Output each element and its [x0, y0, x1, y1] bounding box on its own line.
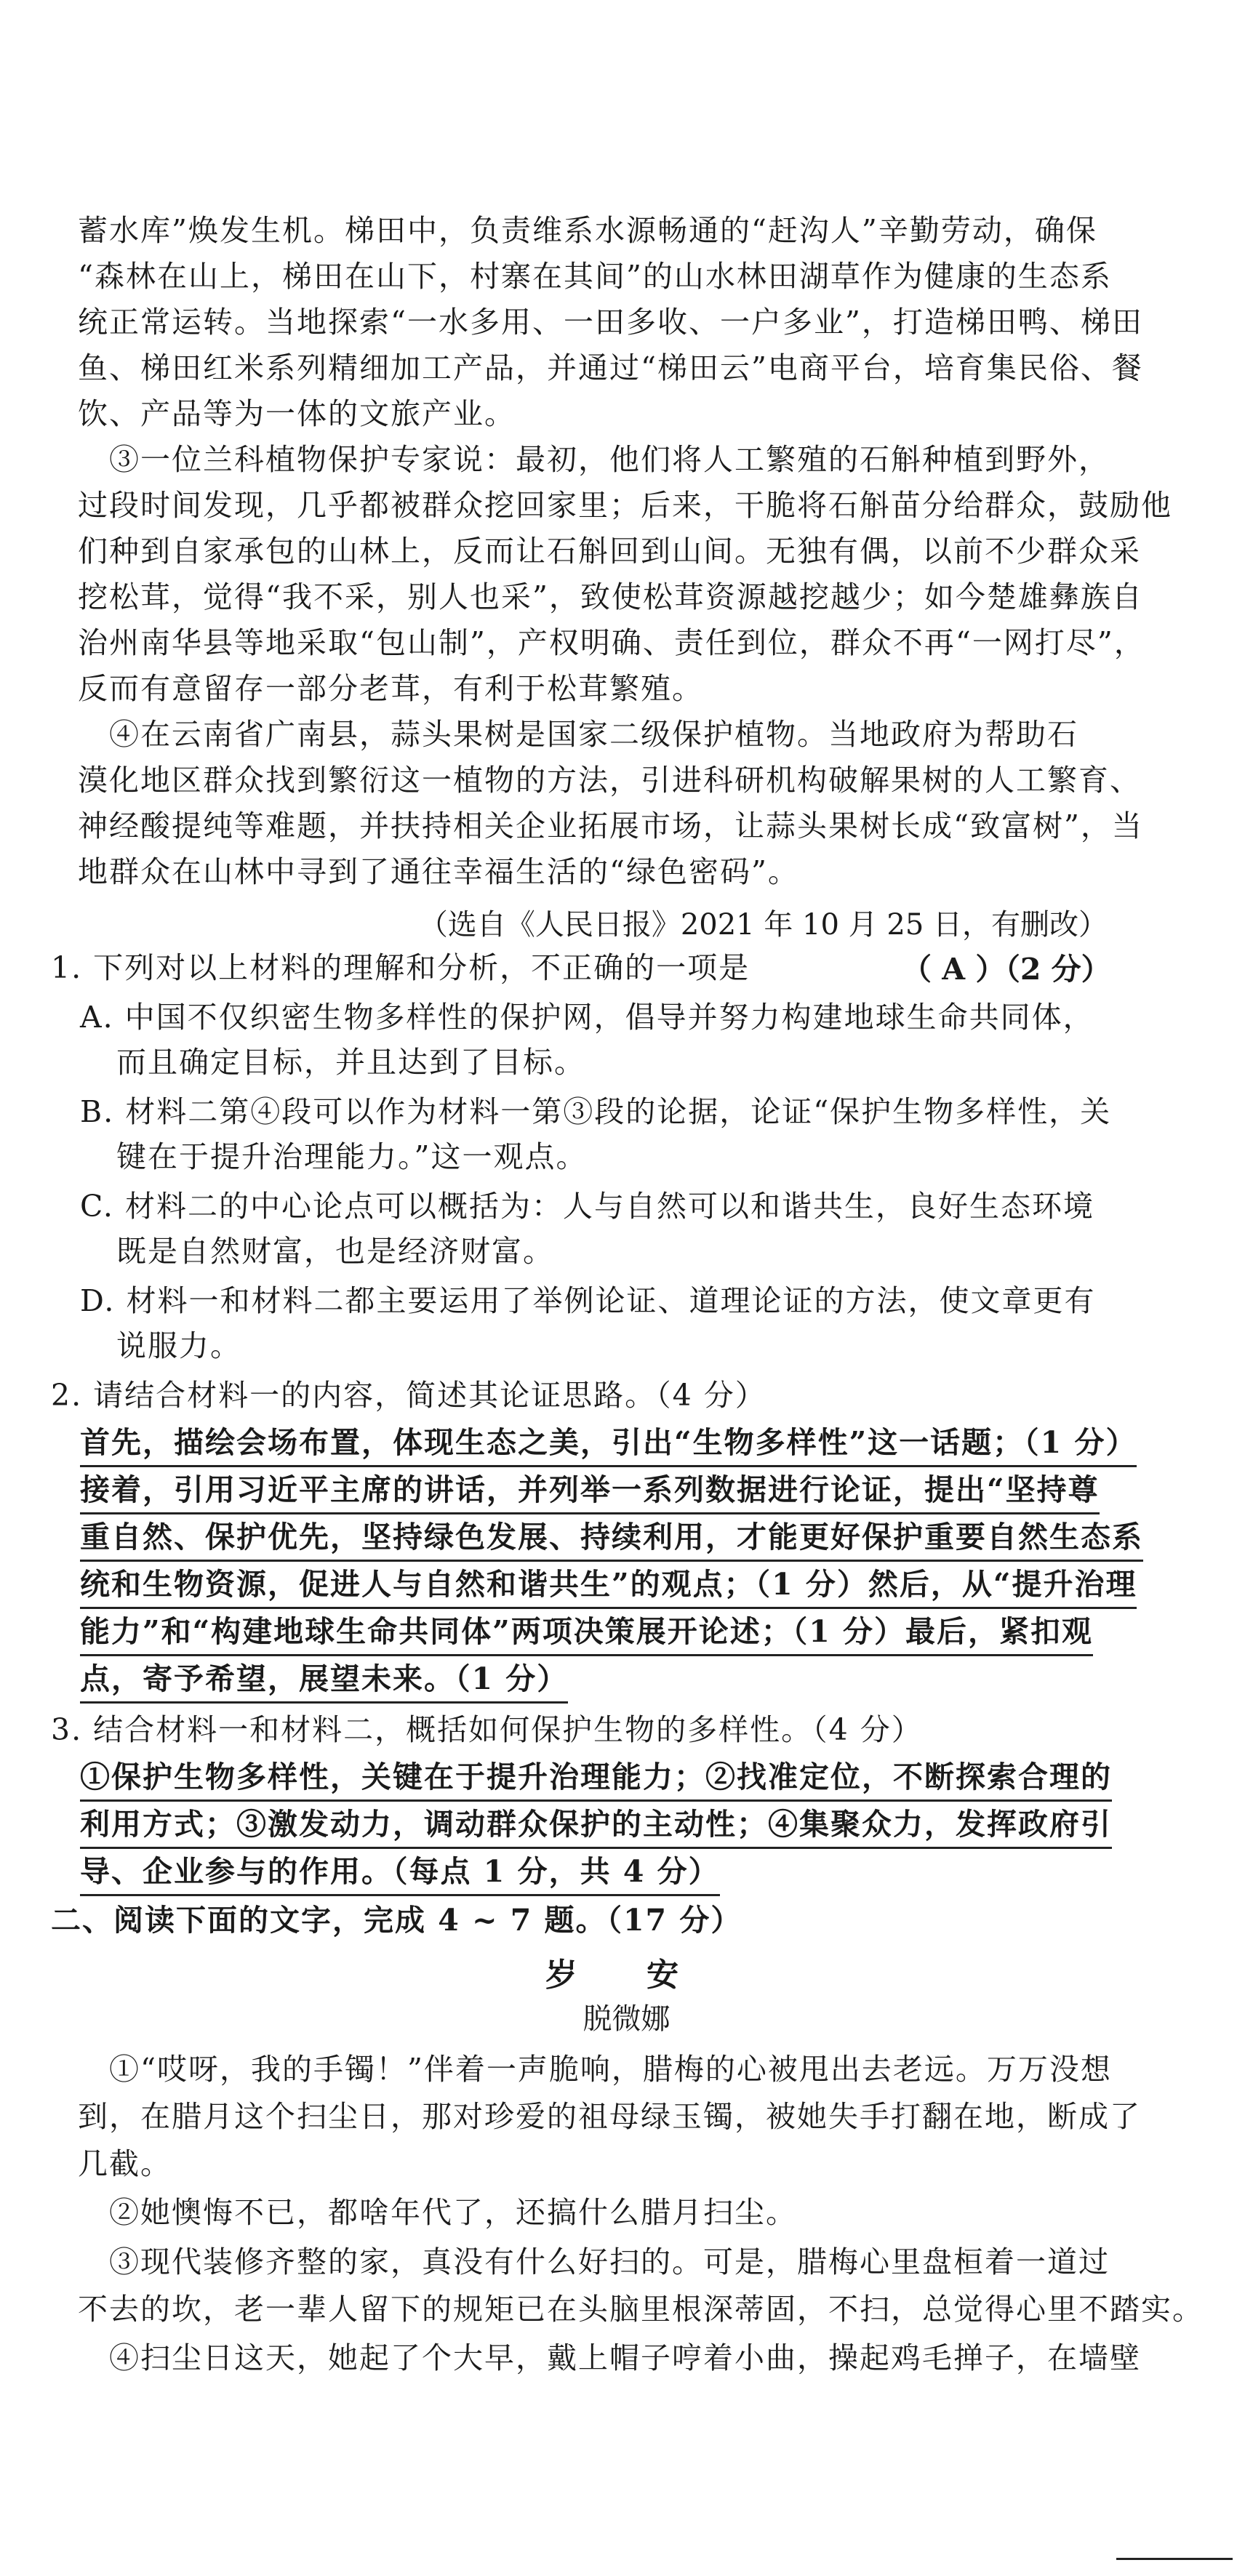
option-d: D. 材料一和材料二都主要运用了举例论证、道理论证的方法，使文章更有 [80, 1283, 1096, 1318]
question-3-stem: 3. 结合材料一和材料二，概括如何保护生物的多样性。（4 分） [51, 1712, 923, 1747]
option-b: B. 材料二第④段可以作为材料一第③段的论据，论证“保护生物多样性，关 [80, 1094, 1112, 1129]
text-line: 治州南华县等地采取“包山制”，产权明确、责任到位，群众不再“一网打尽”， [78, 625, 1145, 660]
source-note: （选自《人民日报》2021 年 10 月 25 日，有删改） [418, 908, 1108, 942]
text-line: 们种到自家承包的山林上，反而让石斛回到山间。无独有偶，以前不少群众采 [78, 534, 1141, 569]
footer-rule [1116, 2558, 1233, 2560]
answer-line: 能力”和“构建地球生命共同体”两项决策展开论述；（1 分）最后，紧扣观 [80, 1609, 1093, 1656]
story-line: 到，在腊月这个扫尘日，那对珍爱的祖母绿玉镯，被她失手打翻在地，断成了 [78, 2099, 1141, 2134]
text-line: 蓄水库”焕发生机。梯田中，负责维系水源畅通的“赶沟人”辛勤劳动，确保 [78, 213, 1097, 248]
story-line: 不去的坎，老一辈人留下的规矩已在头脑里根深蒂固，不扫，总觉得心里不踏实。 [78, 2292, 1204, 2327]
option-a-cont: 而且确定目标，并且达到了目标。 [116, 1045, 585, 1080]
option-c-cont: 既是自然财富，也是经济财富。 [116, 1234, 554, 1269]
section-heading: 二、阅读下面的文字，完成 4 ~ 7 题。（17 分） [51, 1903, 742, 1938]
text-line: 地群众在山林中寻到了通往幸福生活的“绿色密码”。 [78, 854, 799, 889]
answer-line: 导、企业参与的作用。（每点 1 分，共 4 分） [80, 1849, 720, 1896]
question-1-answer: （ A ）（2 分） [902, 952, 1111, 987]
option-a: A. 中国不仅织密生物多样性的保护网，倡导并努力构建地球生命共同体， [80, 1000, 1094, 1035]
text-line: 漠化地区群众找到繁衍这一植物的方法，引进科研机构破解果树的人工繁育、 [78, 763, 1141, 798]
story-line: ③现代装修齐整的家，真没有什么好扫的。可是，腊梅心里盘桓着一道过 [109, 2244, 1110, 2279]
story-author: 脱微娜 [583, 2002, 670, 2036]
text-line: 反而有意留存一部分老茸，有利于松茸繁殖。 [78, 671, 703, 706]
answer-line: ①保护生物多样性，关键在于提升治理能力；②找准定位，不断探索合理的 [80, 1754, 1112, 1802]
question-1-stem: 1. 下列对以上材料的理解和分析，不正确的一项是 [51, 950, 750, 985]
option-d-cont: 说服力。 [116, 1328, 241, 1363]
story-line: ④扫尘日这天，她起了个大早，戴上帽子哼着小曲，操起鸡毛掸子，在墙壁 [109, 2340, 1141, 2375]
answer-line: 利用方式；③激发动力，调动群众保护的主动性；④集聚众力，发挥政府引 [80, 1802, 1112, 1849]
story-title: 岁 安 [545, 1957, 708, 1994]
question-2-stem: 2. 请结合材料一的内容，简述其论证思路。（4 分） [51, 1378, 766, 1413]
text-line: 过段时间发现，几乎都被群众挖回家里；后来，干脆将石斛苗分给群众，鼓励他 [78, 488, 1172, 523]
text-line: “森林在山上，梯田在山下，村寨在其间”的山水林田湖草作为健康的生态系 [78, 259, 1112, 294]
answer-line: 统和生物资源，促进人与自然和谐共生”的观点；（1 分）然后，从“提升治理 [80, 1562, 1137, 1609]
answer-line: 首先，描绘会场布置，体现生态之美，引出“生物多样性”这一话题；（1 分） [80, 1420, 1137, 1467]
text-line: 统正常运转。当地探索“一水多用、一田多收、一户多业”，打造梯田鸭、梯田 [78, 305, 1143, 340]
answer-line: 重自然、保护优先，坚持绿色发展、持续利用，才能更好保护重要自然生态系 [80, 1514, 1143, 1562]
text-line: 鱼、梯田红米系列精细加工产品，并通过“梯田云”电商平台，培育集民俗、餐 [78, 350, 1143, 385]
text-line: 挖松茸，觉得“我不采，别人也采”，致使松茸资源越挖越少；如今楚雄彝族自 [78, 579, 1143, 614]
answer-line: 接着，引用习近平主席的讲话，并列举一系列数据进行论证，提出“坚持尊 [80, 1467, 1100, 1514]
answer-line: 点，寄予希望，展望未来。（1 分） [80, 1656, 568, 1704]
story-line: ①“哎呀，我的手镯！”伴着一声脆响，腊梅的心被甩出去老远。万万没想 [109, 2052, 1112, 2087]
story-line: 几截。 [78, 2146, 172, 2181]
story-line: ②她懊悔不已，都啥年代了，还搞什么腊月扫尘。 [109, 2195, 797, 2230]
text-line: 神经酸提纯等难题，并扶持相关企业拓展市场，让蒜头果树长成“致富树”，当 [78, 808, 1143, 843]
text-line: ③一位兰科植物保护专家说：最初，他们将人工繁殖的石斛种植到野外， [109, 442, 1110, 477]
text-line: ④在云南省广南县，蒜头果树是国家二级保护植物。当地政府为帮助石 [109, 717, 1078, 752]
text-line: 饮、产品等为一体的文旅产业。 [78, 396, 516, 431]
option-b-cont: 键在于提升治理能力。”这一观点。 [116, 1139, 588, 1174]
option-c: C. 材料二的中心论点可以概括为：人与自然可以和谐共生，良好生态环境 [80, 1189, 1094, 1224]
